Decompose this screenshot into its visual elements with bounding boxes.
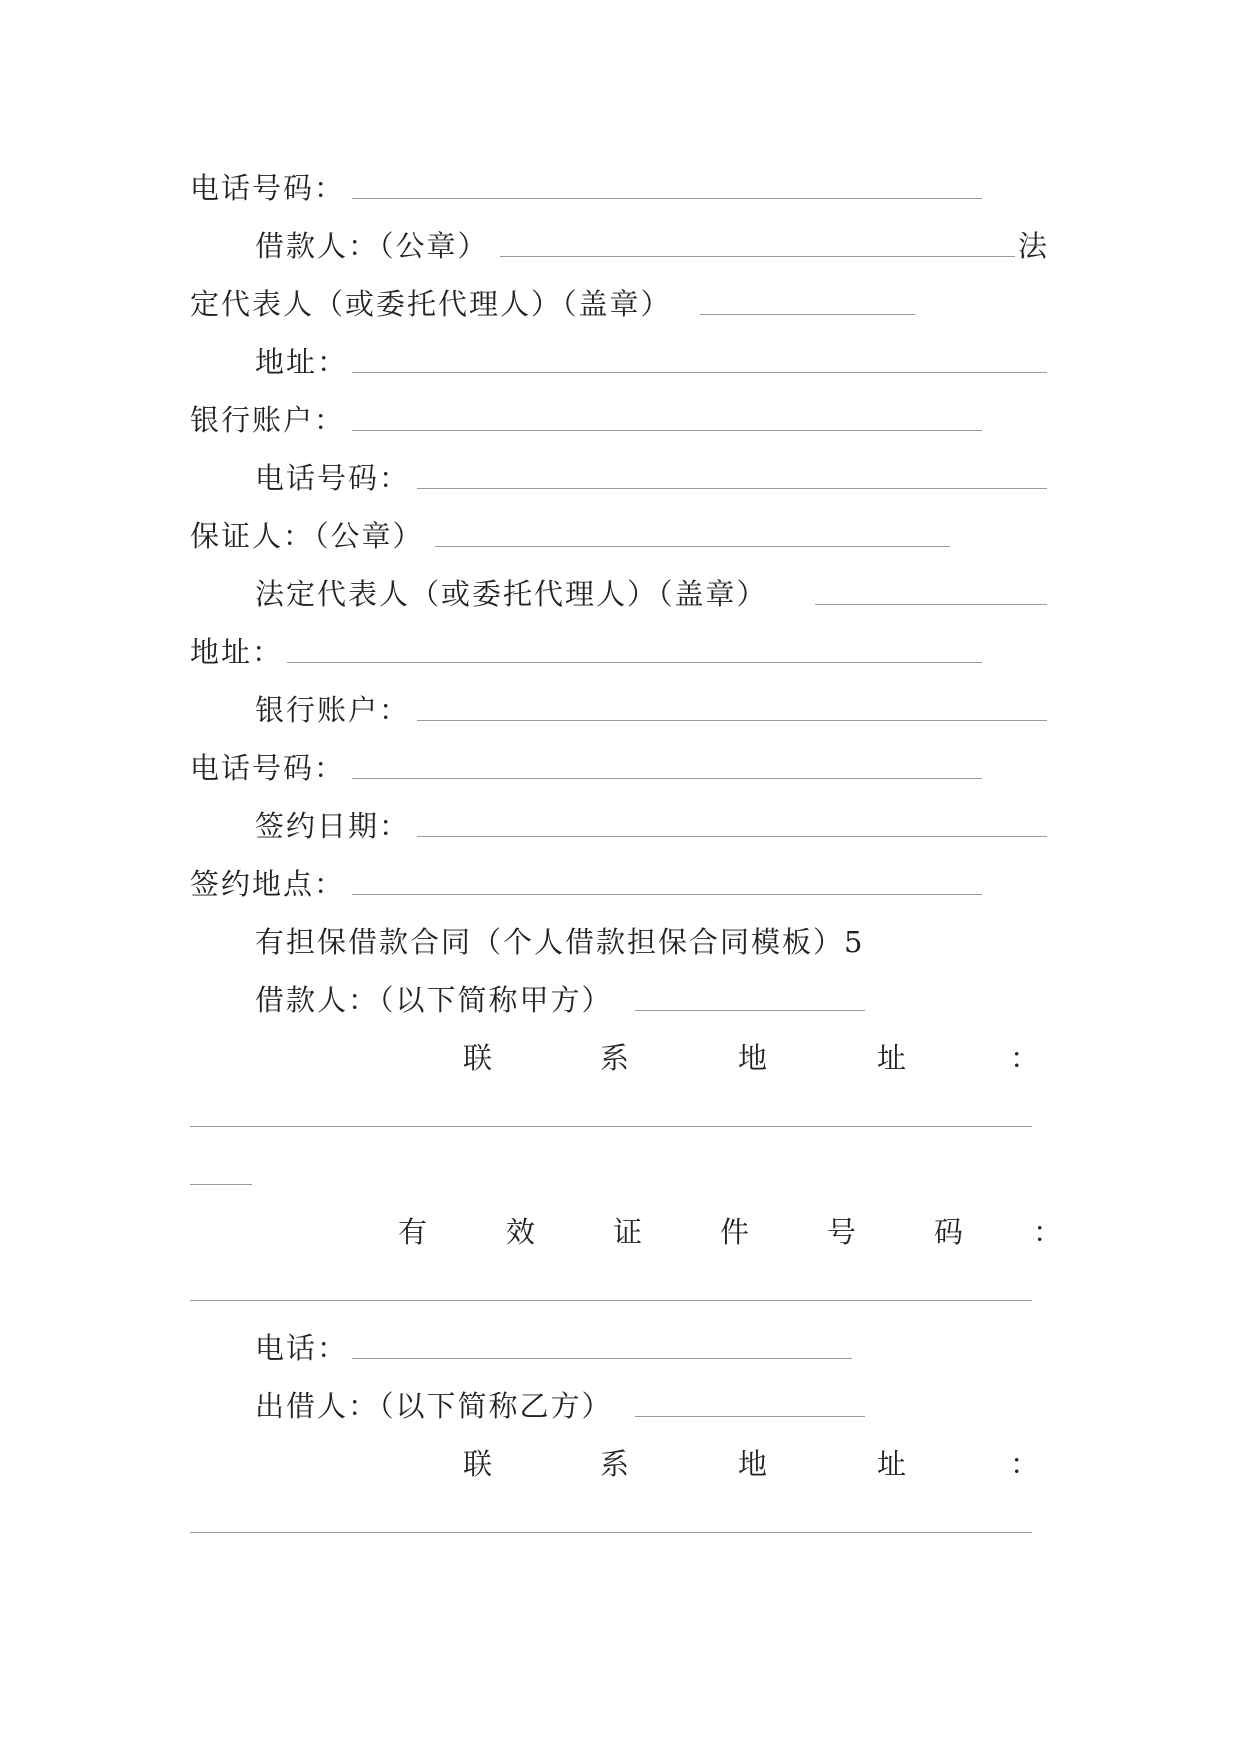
borrower-seal-label: 借款人：（公章）	[255, 229, 489, 263]
line-guarantor-seal	[0, 514, 1241, 558]
contact-address-char: 系	[600, 1447, 630, 1481]
phone-label: 电话号码：	[190, 171, 346, 205]
guarantor-seal-label: 保证人：（公章）	[190, 519, 424, 553]
address-blank[interactable]	[352, 372, 1047, 373]
phone-blank[interactable]	[352, 778, 982, 779]
contact-address-char: 地	[738, 1447, 768, 1481]
line-phone-3	[0, 746, 1241, 790]
sign-date-label: 签约日期：	[255, 809, 411, 843]
line-borrower-seal	[0, 224, 1241, 268]
phone-blank[interactable]	[417, 488, 1047, 489]
sign-place-blank[interactable]	[352, 894, 982, 895]
line-sign-date	[0, 804, 1241, 848]
line-bank-1	[0, 398, 1241, 442]
contact-address-char: 地	[738, 1041, 768, 1075]
contact-address-char: 址	[877, 1447, 907, 1481]
line-phone-2	[0, 456, 1241, 500]
contact-address-blank[interactable]	[190, 1126, 1032, 1127]
id-number-char: 件	[720, 1215, 750, 1249]
line-contact-address-1	[0, 1036, 1241, 1080]
contact-address-colon: ：	[1010, 1447, 1040, 1481]
line-bank-2	[0, 688, 1241, 732]
address-label: 地址：	[255, 345, 349, 379]
bank-account-label: 银行账户：	[190, 403, 346, 437]
line-id-number	[0, 1210, 1241, 1254]
bank-account-blank[interactable]	[352, 430, 982, 431]
id-number-char: 证	[613, 1215, 643, 1249]
telephone-label: 电话：	[255, 1331, 349, 1365]
legal-rep-blank[interactable]	[700, 314, 915, 315]
lender-party-label: 出借人：（以下简称乙方）	[255, 1389, 613, 1423]
borrower-party-blank[interactable]	[635, 1010, 865, 1011]
contact-address-char: 系	[600, 1041, 630, 1075]
line-lender-party	[0, 1384, 1241, 1428]
id-number-char: 效	[506, 1215, 536, 1249]
legal-rep-blank[interactable]	[815, 604, 1047, 605]
guarantor-seal-blank[interactable]	[435, 546, 950, 547]
contract-title: 有担保借款合同（个人借款担保合同模板）5	[255, 925, 865, 959]
phone-blank[interactable]	[352, 198, 982, 199]
phone-label: 电话号码：	[255, 461, 411, 495]
id-number-char: 码	[934, 1215, 964, 1249]
phone-label: 电话号码：	[190, 751, 346, 785]
sign-place-label: 签约地点：	[190, 867, 346, 901]
id-number-char: 有	[398, 1215, 428, 1249]
borrower-party-label: 借款人：（以下简称甲方）	[255, 983, 613, 1017]
bank-account-blank[interactable]	[417, 720, 1047, 721]
telephone-blank[interactable]	[352, 1358, 852, 1359]
legal-rep-label: 定代表人（或委托代理人）（盖章）	[190, 287, 672, 321]
legal-rep-start: 法	[1018, 229, 1050, 263]
id-number-char: 号	[827, 1215, 857, 1249]
line-address-2	[0, 630, 1241, 674]
contact-address-blank[interactable]	[190, 1532, 1032, 1533]
address-label: 地址：	[190, 635, 284, 669]
line-legal-rep-1	[0, 282, 1241, 326]
lender-party-blank[interactable]	[635, 1416, 865, 1417]
contact-address-char: 址	[877, 1041, 907, 1075]
sign-date-blank[interactable]	[417, 836, 1047, 837]
contact-address-char: 联	[463, 1447, 493, 1481]
borrower-seal-blank[interactable]	[500, 256, 1015, 257]
line-address-1	[0, 340, 1241, 384]
line-telephone	[0, 1326, 1241, 1370]
line-legal-rep-2	[0, 572, 1241, 616]
line-contract-title	[0, 920, 1241, 964]
line-contact-address-2	[0, 1442, 1241, 1486]
line-sign-place	[0, 862, 1241, 906]
contact-address-blank-tail[interactable]	[190, 1184, 252, 1185]
bank-account-label: 银行账户：	[255, 693, 411, 727]
line-phone-1	[0, 166, 1241, 210]
id-number-colon: ：	[1033, 1215, 1063, 1249]
line-borrower-party	[0, 978, 1241, 1022]
id-number-blank[interactable]	[190, 1300, 1032, 1301]
contact-address-colon: ：	[1010, 1041, 1040, 1075]
contact-address-char: 联	[463, 1041, 493, 1075]
legal-rep-label: 法定代表人（或委托代理人）（盖章）	[255, 577, 768, 611]
address-blank[interactable]	[287, 662, 982, 663]
